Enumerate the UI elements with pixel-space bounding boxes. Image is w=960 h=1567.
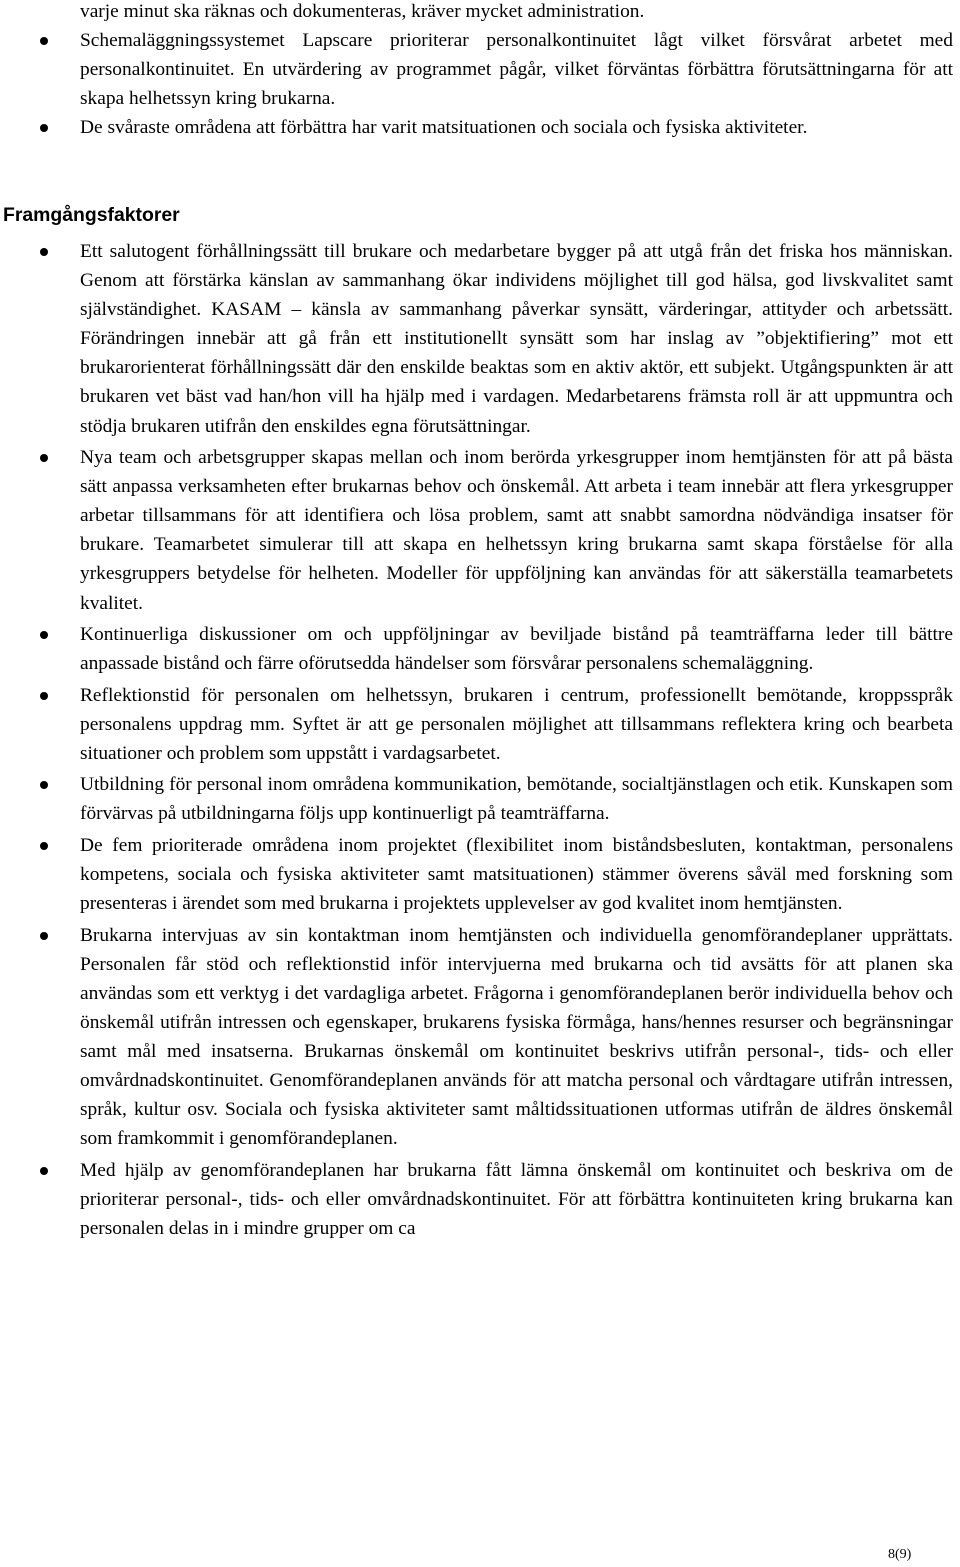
list-item [0, 620, 953, 678]
list-item-text: Schemaläggningssystemet Lapscare prioriterar personalkontinuitet lågt vilket försvårat arbetet med personalkontinuitet. En utvärdering av programmet pågår, vilket förväntas förbättra förutsättningarna för att skapa helhetssyn kring brukarna. [80, 30, 953, 110]
list-item [0, 921, 953, 1154]
list-item [0, 26, 953, 113]
bullet-icon [40, 454, 48, 462]
list-item-text: Ett salutogent förhållningssätt till brukare och medarbetare bygger på att utgå från det friska hos människan. Genom att förstärka känslan av sammanhang ökar individens möjlighet till god hälsa, god livskvalitet samt självständighet. KASAM – känsla av sammanhang påverkar synsätt, värderingar, attityder och arbetssätt. Förändringen innebär att gå från ett institutionellt synsätt som har inslag av ”objektifiering” mot ett brukarorienterat förhållningssätt där den enskilde beaktas som en aktiv aktör, ett subjekt. Utgångspunkten är att brukaren vet bäst vad han/hon vill ha hjälp med i vardagen. Medarbetarens främsta roll är att uppmuntra och stödja brukaren utifrån den enskildes egna förutsättningar. [80, 241, 953, 437]
bullet-icon [40, 124, 48, 132]
list-item-text: Nya team och arbetsgrupper skapas mellan och inom berörda yrkesgrupper inom hemtjänsten för att på bästa sätt anpassa verksamheten efter brukarnas behov och önskemål. Att arbeta i team innebär att flera yrkesgrupper arbetar tillsammans för att identifiera och lösa problem, samt att snabbt samordna nödvändiga insatser för brukare. Teamarbetet simulerar till att skapa en helhetssyn kring brukarna samt skapa förståelse för alla yrkesgruppers betydelse för helheten. Modeller för uppföljning kan användas för att säkerställa teamarbetets kvalitet. [80, 447, 953, 614]
list-item [0, 770, 953, 828]
list-item [0, 237, 953, 441]
continuation-text: varje minut ska räknas och dokumenteras, kräver mycket administration. [80, 1, 645, 22]
bullet-icon [40, 1167, 48, 1175]
bullet-icon [40, 248, 48, 256]
list-item [0, 113, 953, 142]
bullet-icon [40, 692, 48, 700]
list-item-text: Med hjälp av genomförandeplanen har brukarna fått lämna önskemål om kontinuitet och beskriva om de prioriterar personal-, tids- och eller omvårdnadskontinuitet. För att förbättra kontinuiteten kring brukarna kan personalen delas in i mindre grupper om ca [80, 1159, 953, 1239]
bullet-icon [40, 932, 48, 940]
bullet-icon [40, 37, 48, 45]
list-item-text: Reflektionstid för personalen om helhetssyn, brukaren i centrum, professionellt bemötande, kroppsspråk personalens uppdrag mm. Syftet är att ge personalen möjlighet att tillsammans reflektera kring och bearbeta situationer och problem som uppstått i vardagsarbetet. [80, 684, 953, 764]
list-item [0, 681, 953, 768]
list-item [0, 831, 953, 918]
bullet-icon [40, 631, 48, 639]
section-heading: Framgångsfaktorer [3, 204, 180, 226]
bullet-icon [40, 781, 48, 789]
list-item-text: De fem prioriterade områdena inom projektet (flexibilitet inom biståndsbesluten, kontaktman, personalens kompetens, sociala och fysiska aktiviteter samt matsituationen) stämmer överens såväl med forskning som presenteras i ärendet som med brukarna i projektets upplevelser av god kvalitet inom hemtjänsten. [80, 834, 953, 915]
list-item-text: Utbildning för personal inom områdena kommunikation, bemötande, socialtjänstlagen och etik. Kunskapen som förvärvas på utbildningarna följs upp kontinuerligt på teamträffarna. [80, 774, 953, 825]
challenges-list [0, 26, 960, 142]
page-number: 8(9) [888, 1547, 912, 1562]
list-item-text: Brukarna intervjuas av sin kontaktman inom hemtjänsten och individuella genomförandeplaner upprättats. Personalen får stöd och reflektionstid inför intervjuerna med brukarna och tid avsätts för att planen ska användas som ett verktyg i det vardagliga arbetet. Frågorna i genomförandeplanen berör individuella behov och önskemål utifrån intressen och egenskaper, brukarens fysiska förmåga, hans/hennes resurser och begränsningar samt mål med insatserna. Brukarnas önskemål om kontinuitet beskrivs utifrån personal-, tids- och eller omvårdnadskontinuitet. Genomförandeplanen används för att matcha personal och vårdtagare utifrån intressen, språk, kultur osv. Sociala och fysiska aktiviteter samt måltidssituationen utformas utifrån de äldres önskemål som framkommit i genomförandeplanen. [80, 924, 953, 1150]
success-factors-list [0, 237, 960, 1245]
list-item-text: De svåraste områdena att förbättra har varit matsituationen och sociala och fysiska aktiviteter. [80, 117, 808, 139]
list-item-text: Kontinuerliga diskussioner om och uppföljningar av beviljade bistånd på teamträffarna leder till bättre anpassade bistånd och färre oförutsedda händelser som försvårar personalens schemaläggning. [80, 624, 953, 675]
list-item [0, 1156, 953, 1243]
list-item [0, 443, 953, 618]
bullet-icon [40, 842, 48, 850]
